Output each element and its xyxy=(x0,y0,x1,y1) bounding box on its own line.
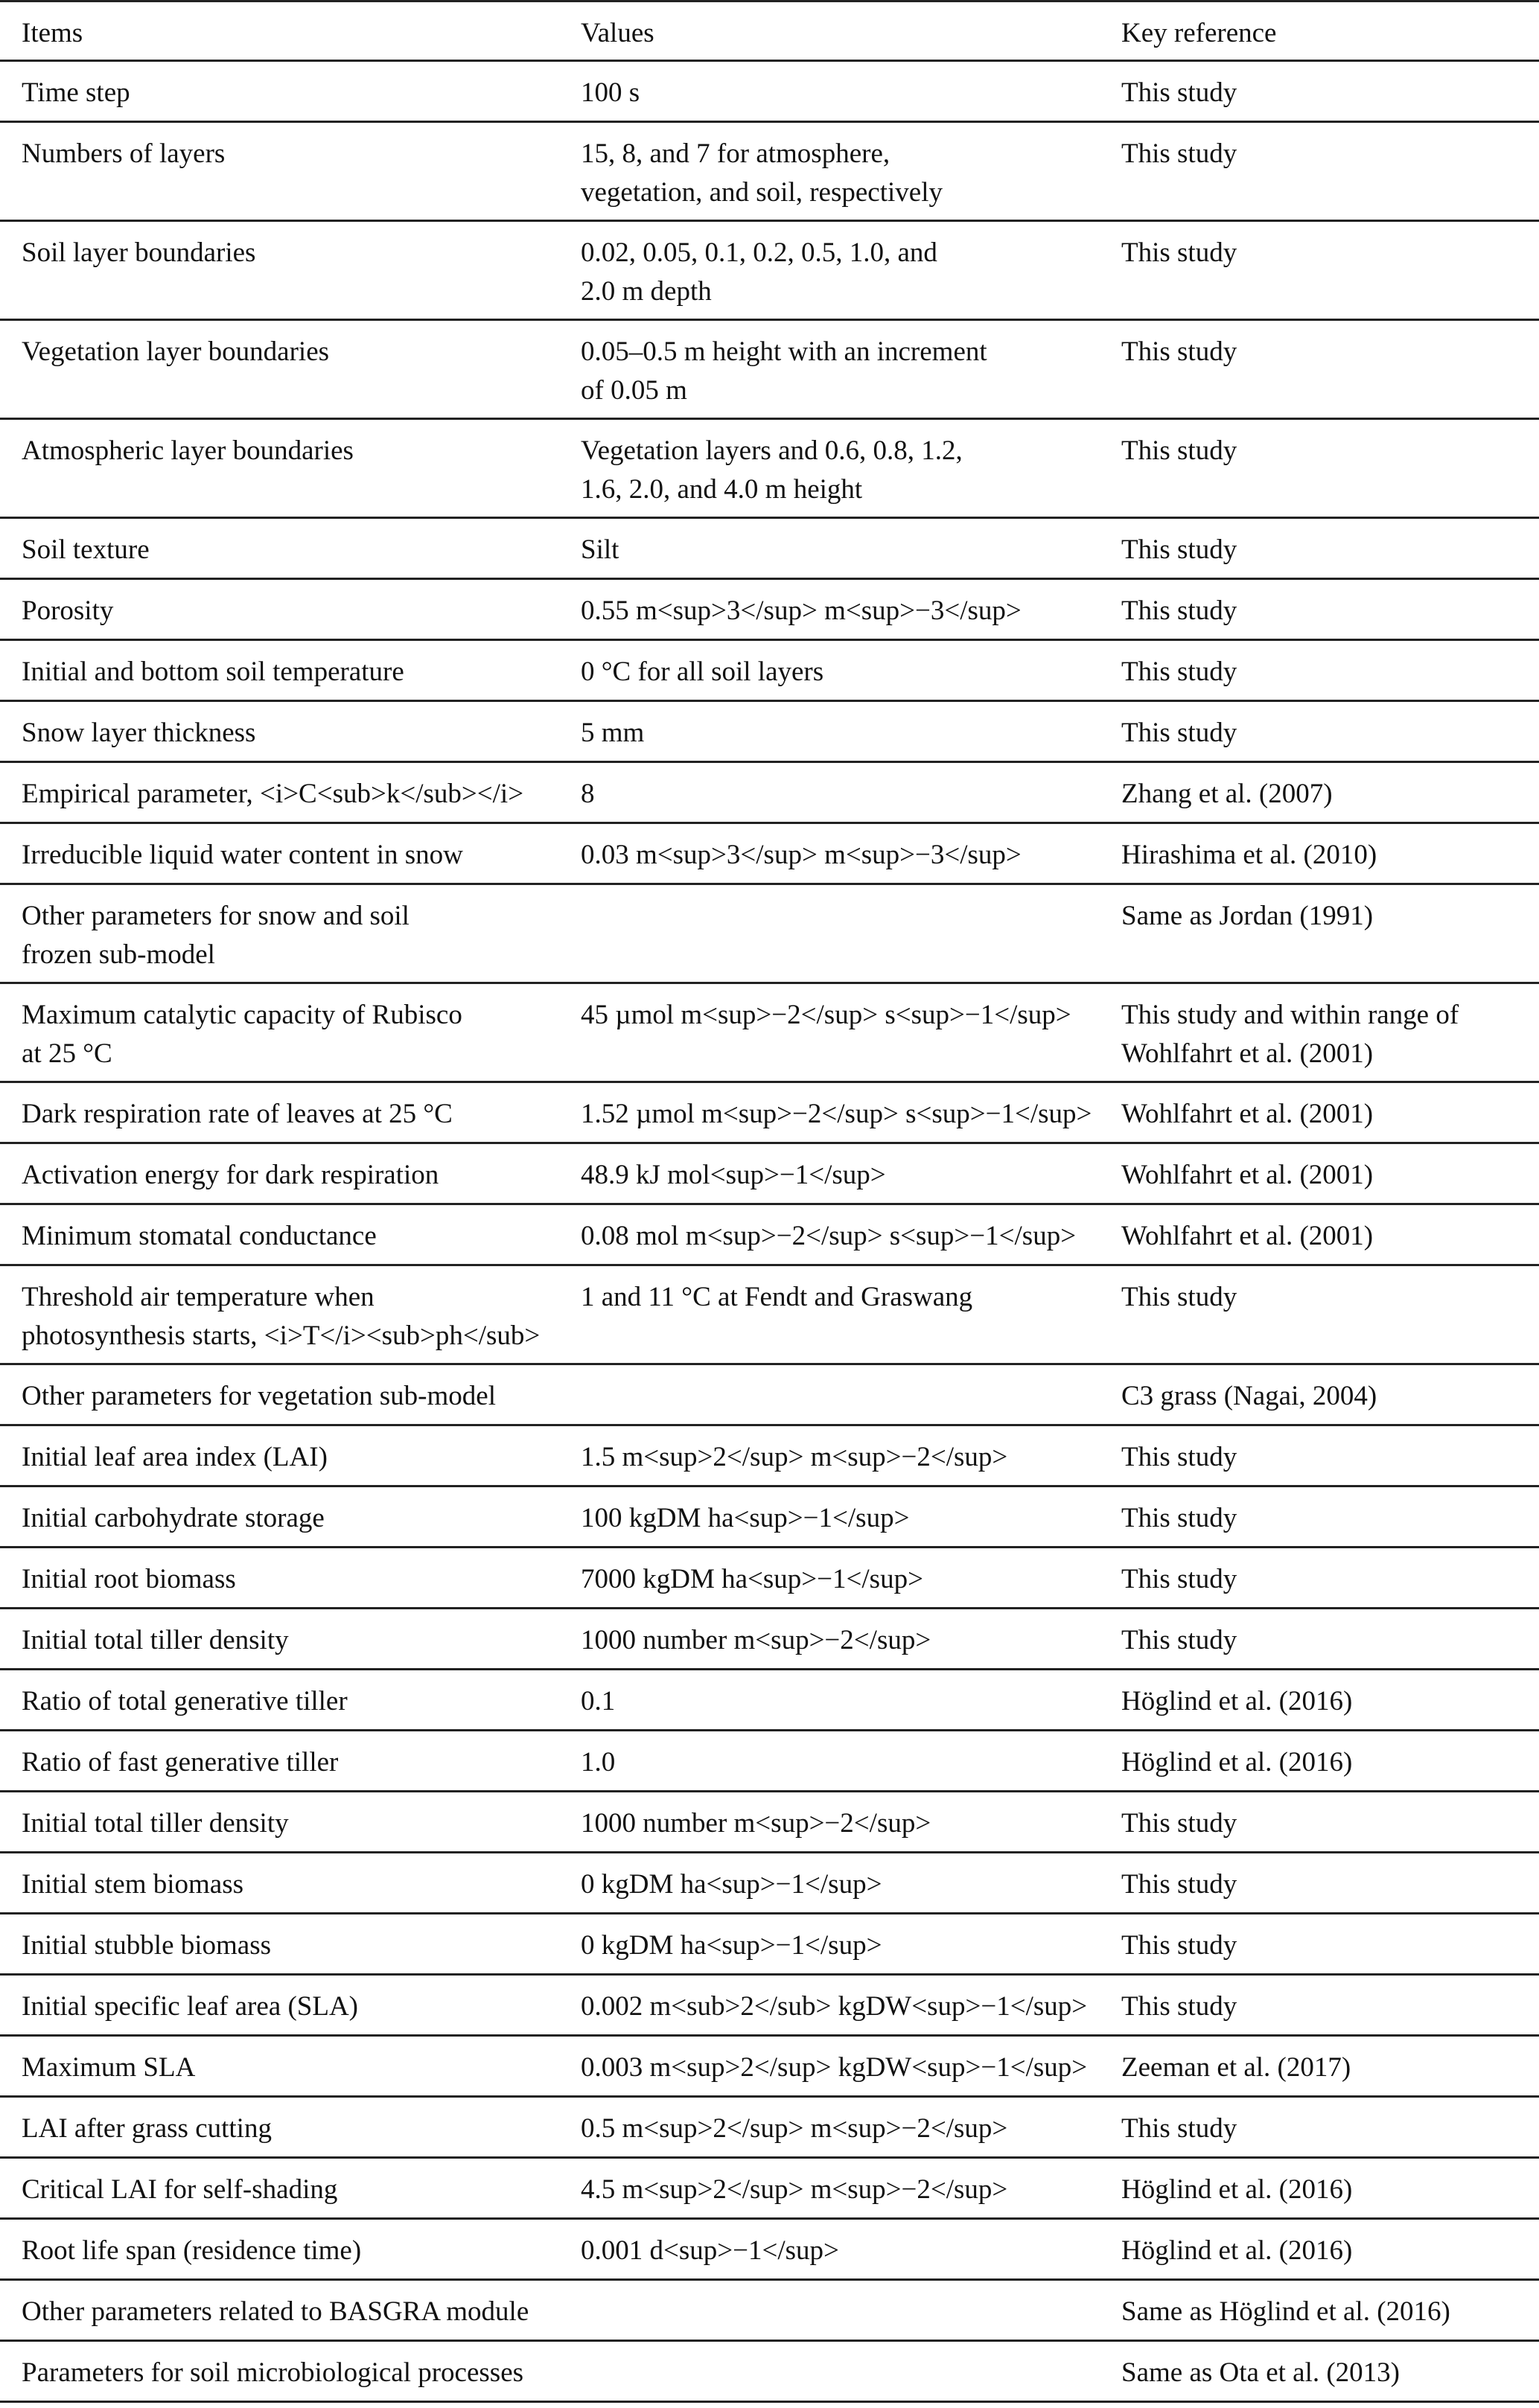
value-cell: 1 and 11 °C at Fendt and Graswang xyxy=(581,1282,973,1312)
item-cell: Initial leaf area index (LAI) xyxy=(22,1442,328,1472)
reference-cell: This study xyxy=(1121,718,1237,748)
value-cell: 1.5 m<sup>2</sup> m<sup>−2</sup> xyxy=(581,1442,1008,1472)
header-key-reference: Key reference xyxy=(1121,18,1277,48)
value-cell: 45 µmol m<sup>−2</sup> s<sup>−1</sup> xyxy=(581,1000,1071,1030)
reference-cell: This study xyxy=(1121,1282,1237,1312)
table-row xyxy=(0,2342,1539,2403)
reference-cell: Same as Ota et al. (2013) xyxy=(1121,2357,1400,2388)
table-row xyxy=(0,641,1539,702)
reference-cell: Wohlfahrt et al. (2001) xyxy=(1121,1099,1374,1129)
reference-cell: Wohlfahrt et al. (2001) xyxy=(1121,1160,1374,1190)
value-cell: 7000 kgDM ha<sup>−1</sup> xyxy=(581,1564,923,1594)
reference-cell: This study xyxy=(1121,1442,1237,1472)
header-values: Values xyxy=(581,18,654,48)
table-row xyxy=(0,1365,1539,1426)
item-cell: Other parameters related to BASGRA module xyxy=(22,2296,529,2327)
reference-cell: Same as Höglind et al. (2016) xyxy=(1121,2296,1450,2327)
value-cell: 0.05–0.5 m height with an increment of 0.05 m xyxy=(581,336,987,406)
table-row xyxy=(0,1083,1539,1144)
value-cell: 100 kgDM ha<sup>−1</sup> xyxy=(581,1503,910,1533)
reference-cell: This study xyxy=(1121,1564,1237,1594)
table-row xyxy=(0,1976,1539,2037)
table-row xyxy=(0,321,1539,420)
reference-cell: This study xyxy=(1121,595,1237,626)
value-cell: 0.002 m<sub>2</sub> kgDW<sup>−1</sup> xyxy=(581,1991,1088,2022)
table-row xyxy=(0,519,1539,580)
reference-cell: This study and within range of Wohlfahrt et al. (2001) xyxy=(1121,1000,1459,1069)
item-cell: Initial specific leaf area (SLA) xyxy=(22,1991,358,2022)
table-row xyxy=(0,1144,1539,1205)
item-cell: Activation energy for dark respiration xyxy=(22,1160,439,1190)
item-cell: Dark respiration rate of leaves at 25 °C xyxy=(22,1099,453,1129)
item-cell: Other parameters for vegetation sub-model xyxy=(22,1381,496,1411)
item-cell: Initial stem biomass xyxy=(22,1869,244,1900)
reference-cell: Höglind et al. (2016) xyxy=(1121,2235,1353,2266)
reference-cell: Höglind et al. (2016) xyxy=(1121,1686,1353,1716)
item-cell: Irreducible liquid water content in snow xyxy=(22,840,463,870)
table-body xyxy=(0,62,1539,2403)
table-row xyxy=(0,1731,1539,1792)
value-cell: 5 mm xyxy=(581,718,645,748)
reference-cell: Wohlfahrt et al. (2001) xyxy=(1121,1221,1374,1251)
table-row xyxy=(0,2220,1539,2281)
value-cell: 8 xyxy=(581,779,595,809)
table-row xyxy=(0,824,1539,885)
reference-cell: This study xyxy=(1121,77,1237,108)
table-row xyxy=(0,2159,1539,2220)
table-row xyxy=(0,123,1539,222)
value-cell: 0 °C for all soil layers xyxy=(581,657,824,687)
value-cell: Vegetation layers and 0.6, 0.8, 1.2, 1.6, 2.0, and 4.0 m height xyxy=(581,435,963,505)
item-cell: Threshold air temperature when photosynthesis starts, <i>T</i><sub>ph</sub> xyxy=(22,1282,541,1351)
table-row xyxy=(0,2098,1539,2159)
item-cell: Ratio of total generative tiller xyxy=(22,1686,348,1716)
value-cell: 0.003 m<sup>2</sup> kgDW<sup>−1</sup> xyxy=(581,2052,1088,2083)
reference-cell: This study xyxy=(1121,1625,1237,1655)
item-cell: Initial and bottom soil temperature xyxy=(22,657,404,687)
reference-cell: This study xyxy=(1121,1503,1237,1533)
item-cell: Maximum SLA xyxy=(22,2052,196,2083)
item-cell: Empirical parameter, <i>C<sub>k</sub></i> xyxy=(22,779,524,809)
item-cell: Time step xyxy=(22,77,130,108)
value-cell: 0 kgDM ha<sup>−1</sup> xyxy=(581,1869,882,1900)
reference-cell: This study xyxy=(1121,1808,1237,1839)
reference-cell: This study xyxy=(1121,336,1237,367)
reference-cell: Höglind et al. (2016) xyxy=(1121,1747,1353,1778)
item-cell: Soil layer boundaries xyxy=(22,237,256,268)
table-row xyxy=(0,1792,1539,1853)
item-cell: Initial total tiller density xyxy=(22,1625,289,1655)
reference-cell: This study xyxy=(1121,138,1237,169)
item-cell: Parameters for soil microbiological processes xyxy=(22,2357,524,2388)
value-cell: 0.55 m<sup>3</sup> m<sup>−3</sup> xyxy=(581,595,1022,626)
item-cell: Porosity xyxy=(22,595,114,626)
table-row xyxy=(0,62,1539,123)
item-cell: Vegetation layer boundaries xyxy=(22,336,330,367)
table-row xyxy=(0,702,1539,763)
table-row xyxy=(0,1914,1539,1976)
reference-cell: C3 grass (Nagai, 2004) xyxy=(1121,1381,1377,1411)
item-cell: Atmospheric layer boundaries xyxy=(22,435,354,466)
reference-cell: This study xyxy=(1121,1991,1237,2022)
item-cell: Snow layer thickness xyxy=(22,718,256,748)
item-cell: Soil texture xyxy=(22,534,150,565)
table-row xyxy=(0,580,1539,641)
table-row xyxy=(0,1266,1539,1365)
table-row xyxy=(0,984,1539,1083)
item-cell: Initial root biomass xyxy=(22,1564,236,1594)
table-row xyxy=(0,763,1539,824)
value-cell: 0.1 xyxy=(581,1686,616,1716)
value-cell: 1.0 xyxy=(581,1747,616,1778)
value-cell: 15, 8, and 7 for atmosphere, vegetation, and soil, respectively xyxy=(581,138,943,208)
item-cell: Initial total tiller density xyxy=(22,1808,289,1839)
reference-cell: This study xyxy=(1121,2113,1237,2144)
value-cell: 0 kgDM ha<sup>−1</sup> xyxy=(581,1930,882,1961)
item-cell: Other parameters for snow and soil frozen sub-model xyxy=(22,901,410,970)
value-cell: 0.03 m<sup>3</sup> m<sup>−3</sup> xyxy=(581,840,1022,870)
value-cell: 48.9 kJ mol<sup>−1</sup> xyxy=(581,1160,886,1190)
reference-cell: This study xyxy=(1121,1930,1237,1961)
item-cell: Ratio of fast generative tiller xyxy=(22,1747,339,1778)
item-cell: LAI after grass cutting xyxy=(22,2113,272,2144)
table-row xyxy=(0,2037,1539,2098)
table-row xyxy=(0,1670,1539,1731)
table-row xyxy=(0,1205,1539,1266)
value-cell: 0.5 m<sup>2</sup> m<sup>−2</sup> xyxy=(581,2113,1008,2144)
table-row xyxy=(0,1487,1539,1548)
value-cell: 0.08 mol m<sup>−2</sup> s<sup>−1</sup> xyxy=(581,1221,1077,1251)
reference-cell: Hirashima et al. (2010) xyxy=(1121,840,1377,870)
item-cell: Root life span (residence time) xyxy=(22,2235,362,2266)
value-cell: 100 s xyxy=(581,77,640,108)
table-row xyxy=(0,2281,1539,2342)
item-cell: Maximum catalytic capacity of Rubisco at 25 °C xyxy=(22,1000,462,1069)
value-cell: 1000 number m<sup>−2</sup> xyxy=(581,1625,931,1655)
table-header-row xyxy=(0,2,1539,62)
header-items: Items xyxy=(22,18,83,48)
reference-cell: Zhang et al. (2007) xyxy=(1121,779,1333,809)
item-cell: Numbers of layers xyxy=(22,138,226,169)
table-row xyxy=(0,1609,1539,1670)
table-row xyxy=(0,1853,1539,1914)
value-cell: 0.001 d<sup>−1</sup> xyxy=(581,2235,839,2266)
reference-cell: This study xyxy=(1121,534,1237,565)
reference-cell: This study xyxy=(1121,1869,1237,1900)
reference-cell: This study xyxy=(1121,657,1237,687)
item-cell: Critical LAI for self-shading xyxy=(22,2174,338,2205)
reference-cell: This study xyxy=(1121,237,1237,268)
table-row xyxy=(0,222,1539,321)
reference-cell: Zeeman et al. (2017) xyxy=(1121,2052,1351,2083)
item-cell: Initial stubble biomass xyxy=(22,1930,272,1961)
reference-cell: Same as Jordan (1991) xyxy=(1121,901,1374,931)
item-cell: Minimum stomatal conductance xyxy=(22,1221,377,1251)
reference-cell: This study xyxy=(1121,435,1237,466)
value-cell: 1.52 µmol m<sup>−2</sup> s<sup>−1</sup> xyxy=(581,1099,1092,1129)
value-cell: Silt xyxy=(581,534,619,565)
table-row xyxy=(0,1426,1539,1487)
item-cell: Initial carbohydrate storage xyxy=(22,1503,325,1533)
value-cell: 0.02, 0.05, 0.1, 0.2, 0.5, 1.0, and 2.0 m depth xyxy=(581,237,937,307)
table-row xyxy=(0,885,1539,984)
reference-cell: Höglind et al. (2016) xyxy=(1121,2174,1353,2205)
value-cell: 1000 number m<sup>−2</sup> xyxy=(581,1808,931,1839)
table-row xyxy=(0,420,1539,519)
table-row xyxy=(0,1548,1539,1609)
value-cell: 4.5 m<sup>2</sup> m<sup>−2</sup> xyxy=(581,2174,1008,2205)
